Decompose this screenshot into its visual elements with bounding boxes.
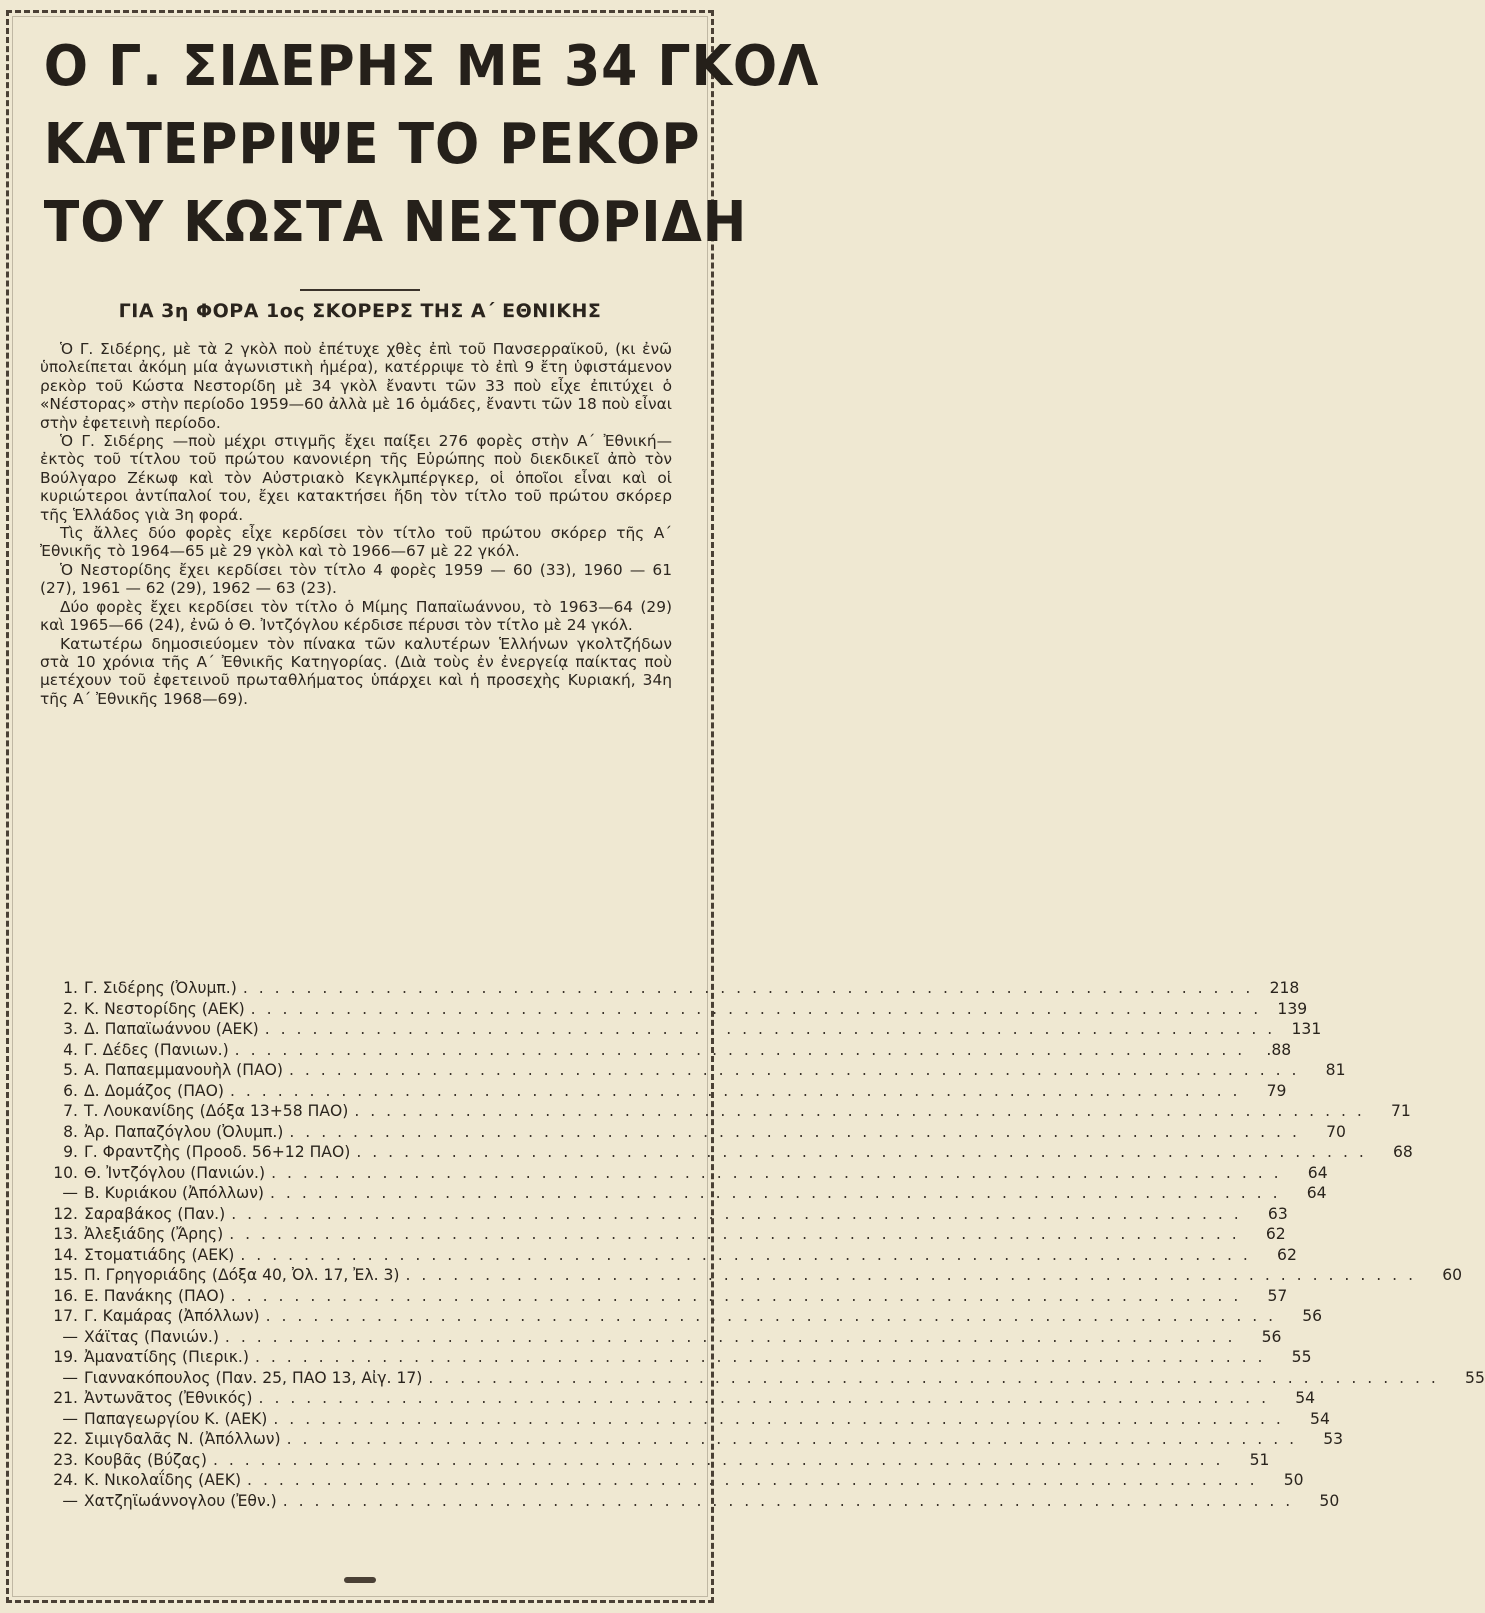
scorer-name: Γ. Καμάρας (Ἀπόλλων) [84,1307,260,1325]
scorer-goals: 55 [1291,1348,1312,1366]
scorer-goals: 54 [1310,1409,1330,1428]
scorer-rank: 12. [53,1204,78,1223]
scorer-rank: 24. [53,1471,78,1489]
scorer-goals: 70 [1326,1122,1346,1141]
table-row [44,1019,1322,1040]
scorer-rank: 4. [63,1040,78,1059]
scorer-name: Κ. Νικολαΐδης (ΑΕΚ) [84,1471,242,1489]
paragraph: Ὁ Γ. Σιδέρης, μὲ τὰ 2 γκὸλ ποὺ ἐπέτυχε χθὲς ἐπὶ τοῦ Πανσερραϊκοῦ, (κι ἐνῶ ὑπολείπεται ἀκόμη μία ἀγωνιστικὴ ἡμέρα), κατέρριψε τὸ ἐπὶ 9 ἔτη ὑφιστάμενον ρεκὸρ τοῦ Κώστα Νεστορίδη μὲ 34 γκὸλ ἔναντι τῶν 33 ποὺ εἶχε ἐπιτύχει ὁ «Νέστορας» στὴν περίοδο 1959—60 ἀλλὰ μὲ 16 ὁμάδες, ἔναντι τῶν 18 ποὺ εἶναι στὴν ἐφετεινὴ περίοδο. [40,340,672,432]
scorer-goals: 139 [1277,999,1308,1018]
scorer-goals: 64 [1307,1163,1328,1182]
leader-dots [229,1224,1240,1245]
scorer-rank: 3. [63,1020,78,1038]
leader-dots [265,1019,1276,1040]
table-row [44,1163,1328,1184]
table-row [44,978,1300,999]
scorer-goals: 81 [1325,1061,1346,1079]
leader-dots [354,1101,1365,1122]
table-row [44,1491,1340,1512]
scorer-rank: — [62,1409,78,1428]
leader-dots [283,1491,1294,1512]
scorer-name: Παπαγεωργίου Κ. (ΑΕΚ) [84,1409,268,1428]
scorer-rank: 16. [53,1286,78,1305]
headline-line-1: Ο Γ. ΣΙΔΕΡΗΣ ΜΕ 34 ΓΚΟΛ [43,34,820,99]
subheadline: ΓΙΑ 3η ΦΟΡΑ 1ος ΣΚΟΡΕΡΣ ΤΗΣ Α΄ ΕΘΝΙΚΗΣ [118,300,602,322]
paragraph: Κατωτέρω δημοσιεύομεν τὸν πίνακα τῶν καλυτέρων Ἑλλήνων γκολτζήδων στὰ 10 χρόνια τῆς Α΄ Ἐθνικῆς Κατηγορίας. (Διὰ τοὺς ἐν ἐνεργείᾳ παίκτας ποὺ μετέχουν τοῦ ἐφετεινοῦ πρωταθλήματος ὑπάρχει καὶ ἡ προσεχὴς Κυριακή, 34η τῆς Α΄ Ἐθνικῆς 1968—69). [40,634,672,708]
scorer-goals: 60 [1442,1266,1463,1284]
scorer-rank: 17. [53,1307,78,1325]
scorer-rank: 5. [63,1061,78,1079]
scorer-goals: 50 [1283,1471,1304,1489]
scorer-rank: 23. [53,1450,78,1469]
scorer-rank: 19. [53,1348,78,1366]
scorer-name: Ε. Πανάκης (ΠΑΟ) [84,1286,225,1305]
table-row [44,1040,1292,1061]
scorer-rank: 13. [53,1225,78,1243]
table-row [44,1060,1346,1081]
table-row [44,999,1308,1020]
leader-dots [231,1204,1242,1225]
leader-dots [240,1245,1251,1266]
table-row [44,1429,1344,1450]
leader-dots [289,1060,1300,1081]
leader-dots [428,1368,1439,1389]
scorer-goals: 55 [1465,1368,1485,1387]
scorer-name: Α. Παπαεμμανουὴλ (ΠΑΟ) [84,1061,283,1079]
scorer-rank: 10. [53,1163,78,1182]
table-row [44,1306,1323,1327]
scorer-name: Σιμιγδαλᾶς Ν. (Ἀπόλλων) [84,1430,281,1448]
scorer-name: Κουβᾶς (Βύζας) [84,1450,207,1469]
scorer-rank: — [62,1368,78,1387]
scorer-goals: 64 [1306,1184,1327,1202]
leader-dots [271,1163,1282,1184]
scorer-name: Δ. Δομάζος (ΠΑΟ) [84,1081,224,1100]
scorer-name: Κ. Νεστορίδης (ΑΕΚ) [84,999,245,1018]
table-row [44,1286,1288,1307]
scorers-table [44,978,1485,1511]
table-row [44,1245,1297,1266]
table-row [44,1183,1327,1204]
leader-dots [287,1429,1298,1450]
leader-dots [247,1470,1258,1491]
leader-dots [406,1265,1417,1286]
scorer-goals: 53 [1323,1430,1344,1448]
scorer-name: Ἀντωνᾶτος (Ἐθνικός) [84,1389,253,1407]
scorer-name: Τ. Λουκανίδης (Δόξα 13+58 ΠΑΟ) [84,1102,349,1120]
scorer-rank: 14. [53,1245,78,1264]
scorer-goals: 218 [1269,979,1300,997]
scorer-rank: 15. [53,1266,78,1284]
table-row [44,1347,1312,1368]
scorer-rank: — [62,1184,78,1202]
scorer-name: Γ. Δέδες (Πανιων.) [84,1040,229,1059]
table-row [44,1142,1413,1163]
table-row [44,1470,1304,1491]
scorer-rank: 9. [63,1143,78,1161]
headline-line-3: ΤΟΥ ΚΩΣΤΑ ΝΕΣΤΟΡΙΔΗ [43,190,748,255]
paragraph: Τὶς ἄλλες δύο φορὲς εἶχε κερδίσει τὸν τίτλο τοῦ πρώτου σκόρερ τῆς Α΄ Ἐθνικῆς τὸ 1964—65 μὲ 29 γκὸλ καὶ τὸ 1966—67 μὲ 22 γκόλ. [40,524,672,561]
paragraph: Δύο φορὲς ἔχει κερδίσει τὸν τίτλο ὁ Μίμης Παπαϊωάννου, τὸ 1963—64 (29) καὶ 1965—66 (24), ἐνῶ ὁ Θ. Ἰντζόγλου κέρδισε πέρυσι τὸν τίτλο μὲ 24 γκόλ. [40,597,672,635]
scorer-goals: 56 [1261,1327,1282,1346]
table-row [44,1388,1316,1409]
scorer-rank: 7. [63,1102,78,1120]
scorer-rank: — [62,1327,78,1346]
scorer-goals: 50 [1319,1491,1340,1510]
scorer-rank: 22. [53,1430,78,1448]
scorer-rank: 8. [63,1122,78,1141]
headline-divider [300,289,420,291]
headline [43,28,820,262]
scorer-name: Σαραβάκος (Παν.) [84,1204,226,1223]
scorer-name: Π. Γρηγοριάδης (Δόξα 40, Ὀλ. 17, Ἐλ. 3) [84,1266,400,1284]
leader-dots [225,1327,1236,1348]
scorer-goals: 79 [1266,1081,1287,1100]
table-row [44,1204,1288,1225]
leader-dots [213,1450,1224,1471]
scorer-goals: .88 [1266,1040,1292,1059]
leader-dots [289,1122,1300,1143]
table-row [44,1081,1287,1102]
scorer-goals: 56 [1302,1307,1323,1325]
leader-dots [230,1081,1241,1102]
scorer-goals: 51 [1249,1450,1270,1469]
table-row [44,1327,1282,1348]
scorer-goals: 68 [1393,1143,1413,1161]
scorer-name: Γ. Φραντζὴς (Προοδ. 56+12 ΠΑΟ) [84,1143,351,1161]
paragraph: Ὁ Νεστορίδης ἔχει κερδίσει τὸν τίτλο 4 φορὲς 1959 — 60 (33), 1960 — 61 (27), 1961 — 62 (29), 1962 — 63 (23). [40,560,672,598]
scorer-name: Δ. Παπαϊωάννου (ΑΕΚ) [84,1020,259,1038]
table-row [44,1122,1346,1143]
headline-line-2: ΚΑΤΕΡΡΙΨΕ ΤΟ ΡΕΚΟΡ [43,112,701,177]
table-row [44,1450,1270,1471]
scorer-name: Ἀμανατίδης (Πιερικ.) [84,1348,249,1366]
scorer-name: Θ. Ἰντζόγλου (Πανιών.) [84,1163,266,1182]
leader-dots [259,1388,1270,1409]
table-row [44,1224,1286,1245]
leader-dots [251,999,1262,1020]
scorer-goals: 71 [1391,1102,1411,1120]
scorer-goals: 57 [1267,1286,1288,1305]
scorer-name: Ἀρ. Παπαζόγλου (Ὀλυμπ.) [84,1122,284,1141]
table-row [44,1368,1485,1389]
scorer-name: Χάϊτας (Πανιών.) [84,1327,219,1346]
leader-dots [235,1040,1246,1061]
scorer-name: Χατζηϊωάννογλου (Ἐθν.) [84,1491,277,1510]
scorer-goals: 131 [1291,1020,1322,1038]
scorer-name: Γιαννακόπουλος (Παν. 25, ΠΑΟ 13, Αἰγ. 17) [84,1368,423,1387]
leader-dots [270,1183,1281,1204]
scorer-goals: 62 [1277,1245,1297,1264]
scorer-name: Γ. Σιδέρης (Ὀλυμπ.) [84,979,237,997]
scorer-name: Στοματιάδης (ΑΕΚ) [84,1245,235,1264]
scorer-rank: 21. [53,1389,78,1407]
scorer-rank: 1. [63,979,78,997]
table-row [44,1409,1330,1430]
scorer-rank: 6. [63,1081,78,1100]
leader-dots [273,1409,1284,1430]
article-body [40,340,672,708]
scorer-rank: — [62,1491,78,1510]
scorer-goals: 62 [1265,1225,1286,1243]
paragraph: Ὁ Γ. Σιδέρης —ποὺ μέχρι στιγμῆς ἔχει παίξει 276 φορὲς στὴν Α΄ Ἐθνική— ἐκτὸς τοῦ τίτλου τοῦ πρώτου κανονιέρη τῆς Εὐρώπης ποὺ διεκδικεῖ ἀπὸ τὸν Βούλγαρο Ζέκωφ καὶ τὸν Αὐστριακὸ Κεγκλμπέργκερ, οἱ ὁποῖοι εἶναι καὶ οἱ κυριώτεροι ἀντίπαλοί του, ἔχει κατακτήσει ἤδη τὸν τίτλο τοῦ πρώτου σκόρερ τῆς Ἑλλάδος γιὰ 3η φορά. [40,432,672,524]
scorer-name: Ἀλεξιάδης (Ἄρης) [84,1225,224,1243]
scorer-rank: 2. [63,999,78,1018]
leader-dots [266,1306,1277,1327]
leader-dots [231,1286,1242,1307]
scorer-goals: 54 [1295,1389,1316,1407]
scorer-name: Β. Κυριάκου (Ἀπόλλων) [84,1184,265,1202]
leader-dots [255,1347,1266,1368]
scorer-goals: 63 [1267,1204,1288,1223]
closing-ornament [344,1577,376,1583]
table-row [44,1101,1411,1122]
table-row [44,1265,1463,1286]
leader-dots [356,1142,1367,1163]
leader-dots [243,978,1254,999]
